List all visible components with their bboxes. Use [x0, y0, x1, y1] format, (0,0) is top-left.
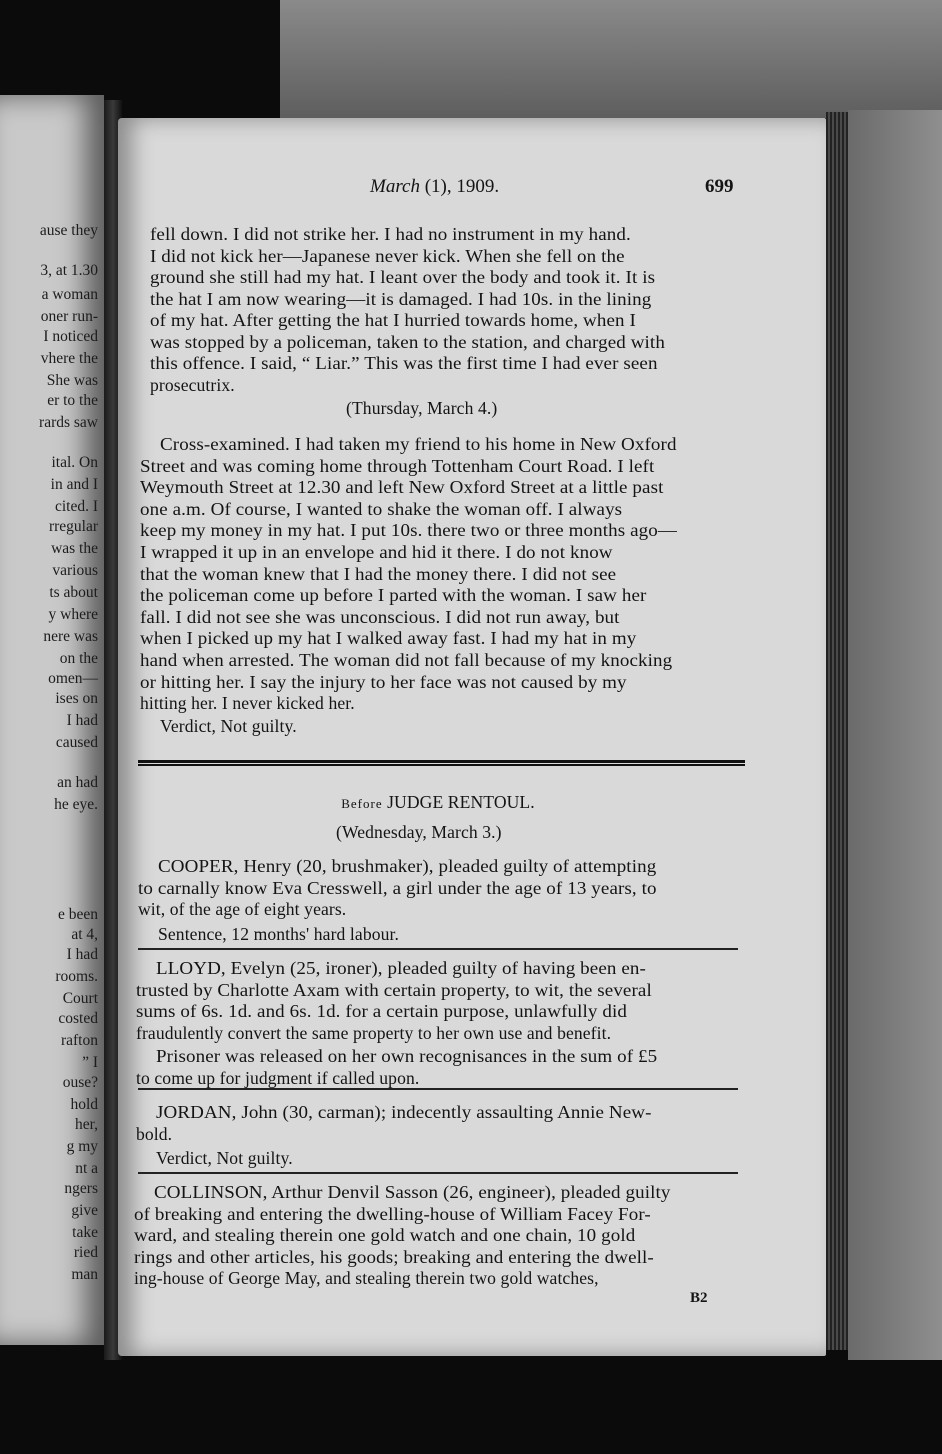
- left-page-fragment: ital. On: [51, 454, 98, 471]
- case-divider: [138, 1088, 738, 1090]
- body-text-line: or hitting her. I say the injury to her face was not caused by my: [140, 671, 627, 692]
- body-text-line: one a.m. Of course, I wanted to shake the woman off. I always: [140, 498, 623, 519]
- left-page-fragment: on the: [59, 650, 98, 667]
- left-page-fragment: an had: [57, 774, 98, 791]
- body-text-line: of my hat. After getting the hat I hurried towards home, when I: [150, 310, 636, 330]
- case-text-line: of breaking and entering the dwelling-house of William Facey For-: [134, 1203, 651, 1224]
- left-page-fragment: her,: [74, 1116, 98, 1133]
- left-page-fragment: was the: [51, 540, 98, 557]
- judge-heading: [138, 792, 738, 813]
- body-text-line: that the woman knew that I had the money there. I did not see: [140, 563, 617, 584]
- case-text-line: LLOYD, Evelyn (25, ironer), pleaded guilty of having been en-: [156, 958, 646, 978]
- case-text-line: Prisoner was released on her own recognisances in the sum of £5: [156, 1046, 658, 1066]
- body-text-line: Weymouth Street at 12.30 and left New Oxford Street at a little past: [140, 477, 664, 498]
- left-page-fragment: a woman: [41, 286, 98, 303]
- left-page-fragment: I had: [66, 712, 98, 729]
- left-page-fragment: give: [71, 1202, 98, 1219]
- body-text-line: prosecutrix.: [150, 374, 235, 395]
- body-text-line: hand when arrested. The woman did not fall because of my knocking: [140, 650, 673, 670]
- left-page-fragment: ried: [73, 1244, 98, 1261]
- left-page-fragment: man: [71, 1266, 98, 1283]
- left-page-fragment: ngers: [64, 1180, 98, 1197]
- body-text-line: the hat I am now wearing—it is damaged. I had 10s. in the lining: [150, 288, 652, 309]
- background-right: [848, 110, 942, 1360]
- body-text-line: fall. I did not see she was unconscious. I did not run away, but: [140, 606, 620, 627]
- case-text-line: sums of 6s. 1d. and 6s. 1d. for a certain purpose, unlawfully did: [136, 1001, 627, 1021]
- case-text-line: COOPER, Henry (20, brushmaker), pleaded guilty of attempting: [158, 856, 657, 876]
- left-page-fragment: g my: [66, 1138, 98, 1155]
- body-text-line: hitting her. I never kicked her.: [140, 693, 355, 714]
- left-page-fragment: caused: [55, 734, 98, 751]
- case-divider: [138, 948, 738, 950]
- left-page-fragment: hold: [70, 1096, 98, 1113]
- left-page-fragment: nt a: [75, 1160, 98, 1177]
- body-text-line: Street and was coming home through Tottenham Court Road. I left: [140, 455, 655, 476]
- body-text-line: the policeman come up before I parted with the woman. I saw her: [140, 585, 647, 606]
- body-text-line: when I picked up my hat I walked away fast. I had my hat in my: [140, 628, 637, 649]
- left-page-fragment: She was: [46, 372, 98, 389]
- left-page: [0, 95, 104, 1345]
- case-text-line: rings and other articles, his goods; breaking and entering the dwell-: [134, 1246, 654, 1267]
- running-head-month: March: [370, 176, 420, 197]
- judge-heading-name: JUDGE RENTOUL.: [387, 792, 535, 812]
- case-text-line: bold.: [136, 1123, 173, 1144]
- left-page-fragment: various: [52, 562, 98, 579]
- running-head-date: (1), 1909.: [424, 176, 500, 197]
- case-text-line: COLLINSON, Arthur Denvil Sasson (26, engineer), pleaded guilty: [154, 1182, 671, 1202]
- left-page-fragment: 3, at 1.30: [40, 262, 98, 279]
- left-page-fragment: costed: [58, 1010, 98, 1027]
- case-text-line: wit, of the age of eight years.: [138, 899, 347, 919]
- left-page-fragment: ts about: [49, 584, 98, 601]
- left-page-fragment: vhere the: [40, 350, 98, 367]
- verdict-line: Verdict, Not guilty.: [156, 1148, 293, 1168]
- case-text-line: to carnally know Eva Cresswell, a girl under the age of 13 years, to: [138, 877, 657, 898]
- signature-mark: B2: [690, 1290, 708, 1306]
- left-page-fragment: I noticed: [43, 328, 98, 345]
- body-text-line: keep my money in my hat. I put 10s. there two or three months ago—: [140, 520, 677, 541]
- left-page-fragment: rregular: [48, 518, 98, 535]
- left-page-fragment: y where: [48, 606, 98, 623]
- left-page-fragment: e been: [57, 906, 98, 923]
- case-text-line: to come up for judgment if called upon.: [136, 1067, 420, 1088]
- left-page-fragment: ises on: [55, 690, 98, 707]
- left-page-fragment: er to the: [47, 392, 98, 409]
- body-text-line: was stopped by a policeman, taken to the station, and charged with: [150, 331, 665, 352]
- left-page-fragment: he eye.: [54, 796, 98, 813]
- left-page-fragment: ause they: [39, 222, 98, 239]
- left-page-fragment: I had: [66, 946, 98, 963]
- left-page-fragment: rafton: [60, 1032, 98, 1049]
- case-text-line: ing-house of George May, and stealing therein two gold watches,: [134, 1268, 599, 1288]
- page-number: 699: [705, 176, 734, 197]
- left-page-fragment: Court: [62, 990, 98, 1007]
- body-text-line: I did not kick her—Japanese never kick. When she fell on the: [150, 245, 625, 266]
- left-page-fragment: ” I: [82, 1054, 98, 1071]
- page-edges: [826, 112, 848, 1350]
- case-text-line: ward, and stealing therein one gold watch and one chain, 10 gold: [134, 1225, 636, 1245]
- left-page-fragment: ouse?: [62, 1074, 98, 1091]
- section-divider: [138, 760, 745, 766]
- left-page-fragment: take: [72, 1224, 98, 1241]
- running-head: [370, 176, 499, 198]
- body-text-line: this offence. I said, “ Liar.” This was the first time I had ever seen: [150, 353, 658, 373]
- judge-heading-before: Before: [341, 796, 383, 811]
- left-page-fragment: in and I: [50, 476, 98, 493]
- case-divider: [138, 1172, 738, 1174]
- left-page-fragment: cited. I: [54, 498, 98, 515]
- left-page-fragment: rooms.: [55, 968, 98, 985]
- left-page-fragment: at 4,: [71, 926, 98, 943]
- body-text-line: Cross-examined. I had taken my friend to his home in New Oxford: [160, 434, 677, 454]
- case-text-line: fraudulently convert the same property to her own use and benefit.: [136, 1022, 612, 1043]
- body-text-line: fell down. I did not strike her. I had no instrument in my hand.: [150, 224, 631, 244]
- body-text-line: ground she still had my hat. I leant over the body and took it. It is: [150, 267, 656, 287]
- date-heading: (Thursday, March 4.): [346, 398, 498, 418]
- verdict-line: Verdict, Not guilty.: [160, 716, 297, 736]
- body-text-line: I wrapped it up in an envelope and hid it there. I do not know: [140, 542, 613, 562]
- background-top: [280, 0, 942, 118]
- left-page-fragment: omen—: [48, 670, 98, 687]
- left-page-fragment: nere was: [43, 628, 98, 645]
- sentence-line: Sentence, 12 months' hard labour.: [158, 924, 400, 944]
- case-text-line: JORDAN, John (30, carman); indecently assaulting Annie New-: [156, 1102, 652, 1122]
- left-page-fragment: rards saw: [39, 414, 98, 431]
- date-heading: (Wednesday, March 3.): [336, 822, 502, 842]
- left-page-fragment: oner run-: [40, 308, 98, 325]
- case-text-line: trusted by Charlotte Axam with certain property, to wit, the several: [136, 979, 652, 1000]
